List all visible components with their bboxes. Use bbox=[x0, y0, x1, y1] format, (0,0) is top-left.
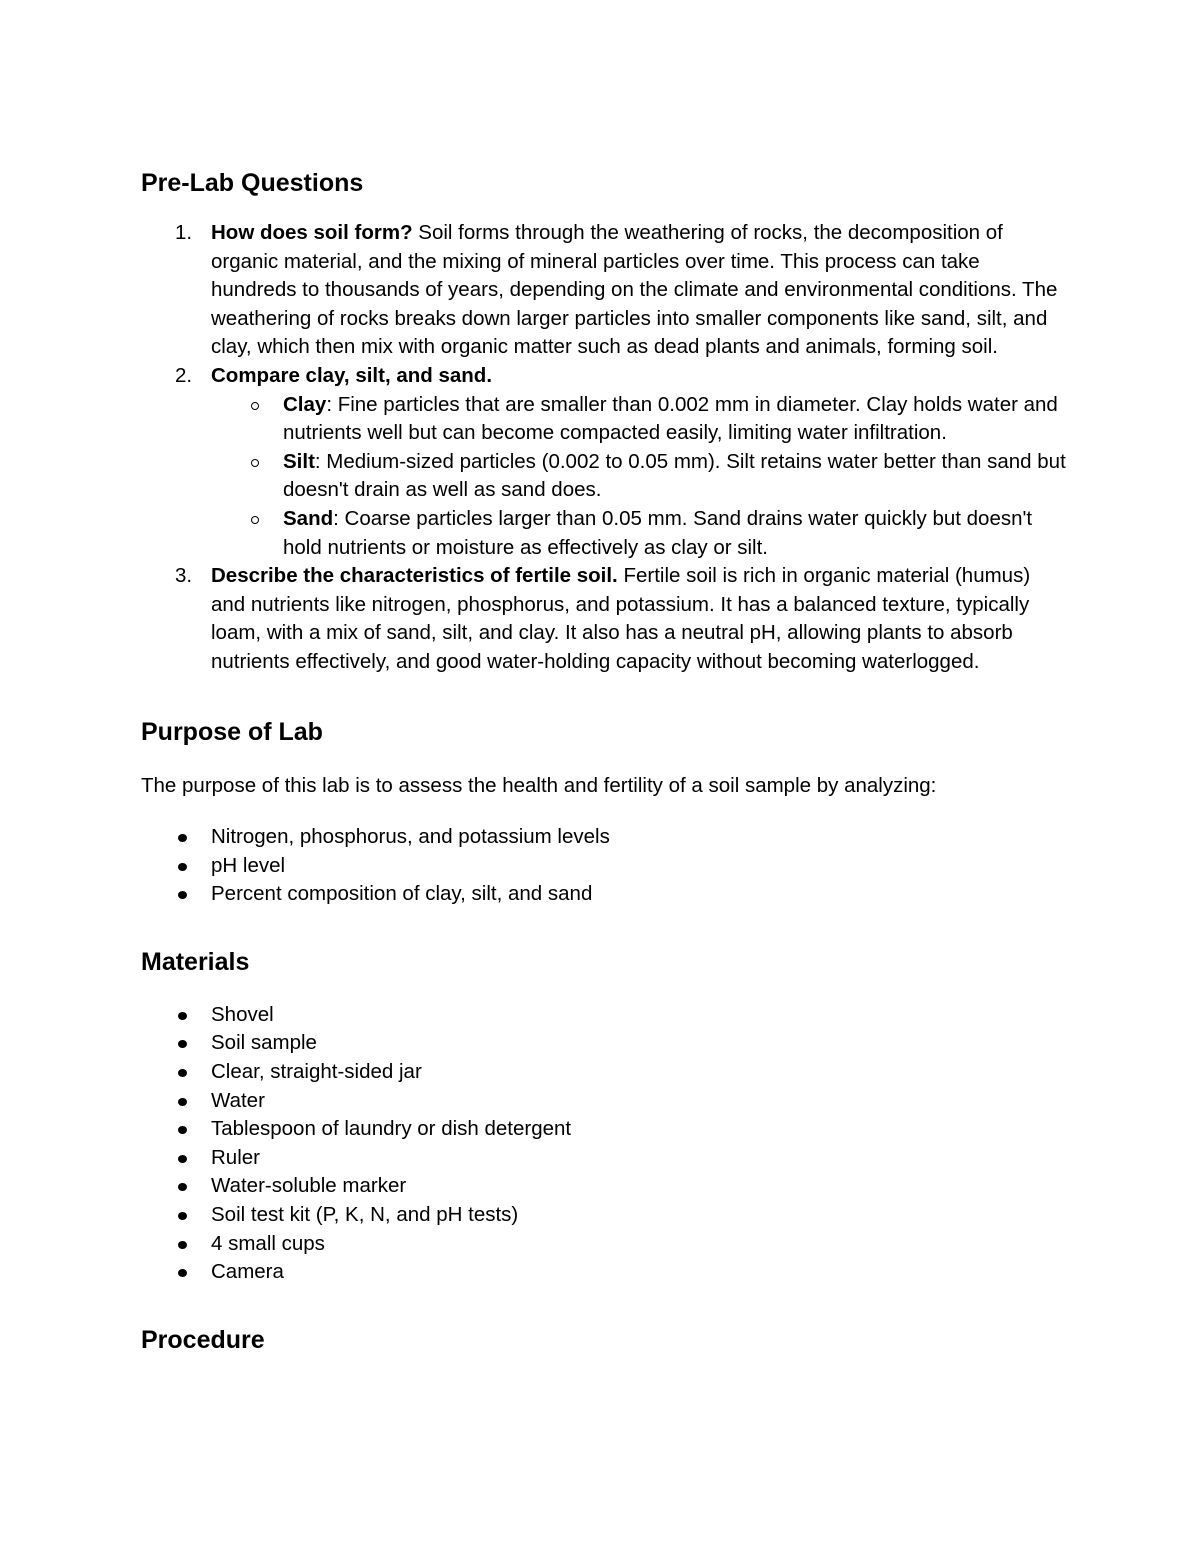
list-item bbox=[141, 1258, 1066, 1287]
list-item bbox=[141, 1230, 1066, 1259]
description-clay: : Fine particles that are smaller than 0.002 mm in diameter. Clay holds water and nutrients well but can become compacted easily, limiting water infiltration. bbox=[283, 392, 1058, 445]
list-item bbox=[141, 1058, 1066, 1087]
purpose-list bbox=[141, 823, 1066, 909]
purpose-heading: Purpose of Lab bbox=[141, 717, 323, 746]
description-silt: : Medium-sized particles (0.002 to 0.05 mm). Silt retains water better than sand but doesn't drain as well as sand does. bbox=[283, 449, 1066, 502]
bullet-icon bbox=[178, 1069, 187, 1077]
question-number: 3. bbox=[175, 564, 193, 588]
term-sand: Sand bbox=[283, 506, 334, 530]
list-item-text: Soil test kit (P, K, N, and pH tests) bbox=[211, 1203, 519, 1227]
prelab-heading: Pre-Lab Questions bbox=[141, 169, 364, 197]
question-1 bbox=[141, 219, 1066, 362]
question-text: Compare clay, silt, and sand. bbox=[211, 363, 493, 387]
list-item-text: 4 small cups bbox=[211, 1231, 325, 1255]
materials-heading: Materials bbox=[141, 947, 250, 976]
list-item-text: Clear, straight-sided jar bbox=[211, 1060, 422, 1084]
list-item bbox=[141, 1201, 1066, 1230]
procedure-heading: Procedure bbox=[141, 1325, 265, 1354]
answer-text: Fertile soil is rich in organic material (humus) and nutrients like nitrogen, phosphorus, and potassium. It has a balanced texture, typically loam, with a mix of sand, silt, and clay. It also has a neutral pH, allowing plants to absorb nutrients effectively, and good water-holding capacity without becoming waterlogged. bbox=[211, 564, 1031, 673]
hollow-bullet-icon bbox=[251, 402, 259, 410]
term-silt: Silt bbox=[283, 449, 315, 473]
bullet-icon bbox=[178, 863, 187, 871]
prelab-question-list bbox=[141, 219, 1066, 677]
answer-text: Soil forms through the weathering of rocks, the decomposition of organic material, and the mixing of mineral particles over time. This process can take hundreds to thousands of years, depending on the climate and environmental conditions. The weathering of rocks breaks down larger particles into smaller components like sand, silt, and clay, which then mix with organic matter such as dead plants and animals, forming soil. bbox=[211, 221, 1058, 359]
particle-comparison-list bbox=[211, 391, 1066, 563]
list-item-text: Nitrogen, phosphorus, and potassium levels bbox=[211, 825, 610, 849]
list-item-text: Camera bbox=[211, 1260, 284, 1284]
bullet-icon bbox=[178, 1155, 187, 1163]
bullet-icon bbox=[178, 1098, 187, 1106]
question-text: Describe the characteristics of fertile soil. bbox=[211, 564, 618, 588]
description-sand: : Coarse particles larger than 0.05 mm. Sand drains water quickly but doesn't hold nutrients or moisture as effectively as clay or silt. bbox=[283, 506, 1033, 559]
list-item-silt bbox=[211, 448, 1066, 505]
question-number: 2. bbox=[175, 363, 193, 387]
bullet-icon bbox=[178, 1183, 187, 1191]
bullet-icon bbox=[178, 1269, 187, 1277]
bullet-icon bbox=[178, 1126, 187, 1134]
list-item bbox=[141, 1172, 1066, 1201]
list-item-text: Soil sample bbox=[211, 1031, 317, 1055]
list-item-clay bbox=[211, 391, 1066, 448]
list-item bbox=[141, 1087, 1066, 1116]
list-item bbox=[141, 1115, 1066, 1144]
purpose-intro: The purpose of this lab is to assess the health and fertility of a soil sample by analyzing: bbox=[141, 773, 937, 797]
list-item bbox=[141, 1001, 1066, 1030]
hollow-bullet-icon bbox=[251, 516, 259, 524]
list-item-text: Tablespoon of laundry or dish detergent bbox=[211, 1117, 572, 1141]
question-number: 1. bbox=[175, 221, 193, 244]
list-item-text: Water-soluble marker bbox=[211, 1174, 407, 1198]
question-2 bbox=[141, 362, 1066, 562]
list-item bbox=[141, 1029, 1066, 1058]
list-item bbox=[141, 1144, 1066, 1173]
materials-list bbox=[141, 1001, 1066, 1287]
hollow-bullet-icon bbox=[251, 459, 259, 467]
term-clay: Clay bbox=[283, 392, 327, 416]
bullet-icon bbox=[178, 891, 187, 899]
bullet-icon bbox=[178, 834, 187, 842]
question-text: How does soil form? bbox=[211, 221, 413, 244]
list-item-sand bbox=[211, 505, 1066, 562]
list-item bbox=[141, 880, 1066, 909]
document-page bbox=[141, 166, 1066, 1357]
bullet-icon bbox=[178, 1212, 187, 1220]
list-item-text: pH level bbox=[211, 853, 286, 877]
bullet-icon bbox=[178, 1040, 187, 1048]
list-item-text: Percent composition of clay, silt, and sand bbox=[211, 882, 593, 906]
list-item bbox=[141, 852, 1066, 881]
list-item bbox=[141, 823, 1066, 852]
list-item-text: Water bbox=[211, 1088, 265, 1112]
bullet-icon bbox=[178, 1012, 187, 1020]
list-item-text: Ruler bbox=[211, 1145, 260, 1169]
question-3 bbox=[141, 562, 1066, 676]
bullet-icon bbox=[178, 1241, 187, 1249]
list-item-text: Shovel bbox=[211, 1002, 274, 1026]
